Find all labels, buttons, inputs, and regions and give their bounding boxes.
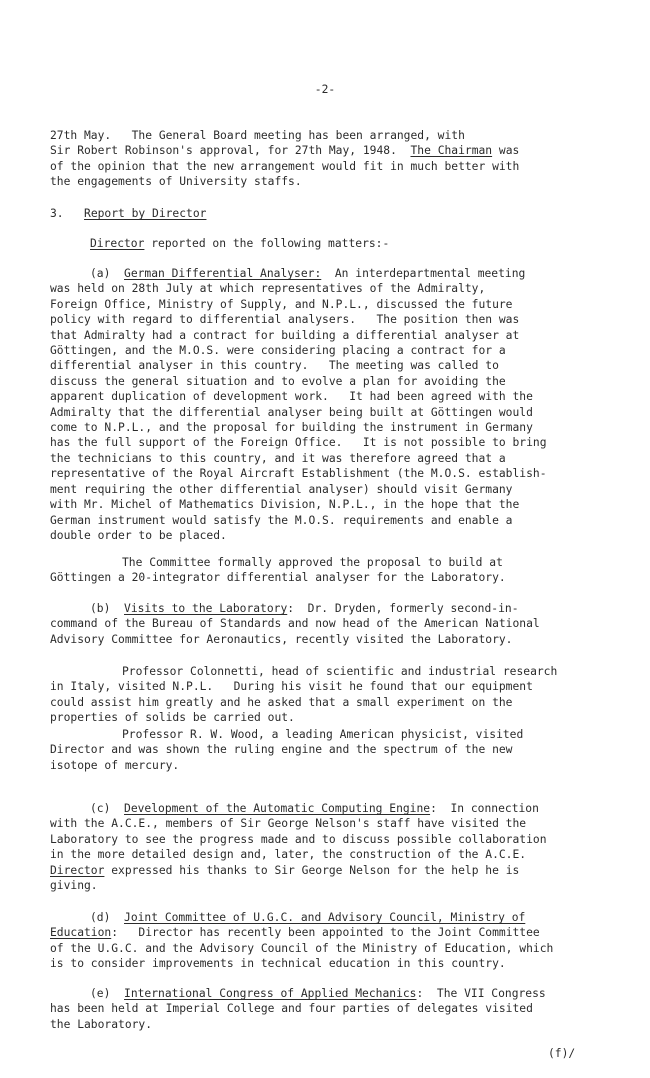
text-line: of the U.G.C. and the Advisory Council of the Ministry of Education, which — [50, 941, 554, 955]
text-line: differential analyser in this country. The meeting was called to — [50, 359, 499, 373]
wood-paragraph — [50, 727, 640, 773]
text-line: 27th May. The General Board meeting has been arranged, with — [50, 129, 465, 142]
section-heading: Joint Committee of U.G.C. and Advisory Council, Ministry of — [124, 911, 526, 924]
text-line: in Italy, visited N.P.L. During his visit he found that our equipment — [50, 680, 533, 694]
text-line — [50, 801, 640, 816]
text-line — [50, 910, 640, 925]
item-number: 3. — [50, 207, 64, 220]
text-line: Admiralty that the differential analyser being built at Göttingen would — [50, 405, 533, 419]
text-line: has been held at Imperial College and four parties of delegates visited — [50, 1002, 533, 1016]
text-line — [50, 601, 640, 616]
text-line: the engagements of University staffs. — [50, 175, 302, 189]
text-line: Göttingen, and the M.O.S. were considering placing a contract for a — [50, 344, 506, 358]
text-line: double order to be placed. — [50, 528, 227, 542]
text-line: ment requiring the other differential analyser) should visit Germany — [50, 482, 513, 496]
colonnetti-paragraph — [50, 664, 645, 726]
text-line: policy with regard to differential analysers. The position then was — [50, 313, 520, 327]
section-label: (d) — [90, 911, 111, 924]
text-line: is to consider improvements in technical education in this country. — [50, 957, 506, 971]
text-segment: An interdepartmental meeting — [321, 267, 526, 280]
text-line: Göttingen a 20-integrator differential analyser for the Laboratory. — [50, 571, 506, 585]
committee-approval-paragraph — [50, 555, 640, 586]
text-line: with Mr. Michel of Mathematics Division, N.P.L., in the hope that the — [50, 498, 520, 512]
text-segment: : Director has recently been appointed to the Joint Committee — [111, 926, 540, 940]
text-line: Professor Colonnetti, head of scientific and industrial research — [122, 665, 558, 678]
page-number: -2- — [314, 83, 336, 96]
text-line: could assist him greatly and he asked that a small experiment on the — [50, 695, 513, 709]
text-line: giving. — [50, 879, 98, 893]
report-by-director-heading: Report by Director — [84, 207, 207, 220]
continuation-marker: (f)/ — [548, 1047, 576, 1060]
text-segment: Sir Robert Robinson's approval, for 27th May, 1948. — [50, 144, 411, 158]
section-heading: German Differential Analyser: — [124, 267, 322, 280]
section-label: (a) — [90, 267, 111, 280]
intro-text: reported on the following matters:- — [144, 237, 390, 250]
section-heading-continued: Education — [50, 926, 112, 940]
text-line — [50, 143, 640, 158]
text-line: Professor R. W. Wood, a leading American physicist, visited — [122, 728, 524, 741]
text-line — [50, 925, 640, 940]
director-label: Director — [50, 863, 105, 877]
text-line: with the A.C.E., members of Sir George Nelson's staff have visited the — [50, 817, 527, 831]
director-intro — [90, 236, 640, 251]
text-line: properties of solids be carried out. — [50, 711, 295, 725]
section-label: (b) — [90, 602, 111, 615]
text-line: that Admiralty had a contract for building a differential analyser at — [50, 328, 520, 342]
text-line: come to N.P.L., and the proposal for building the instrument in Germany — [50, 421, 533, 435]
text-line: Foreign Office, Ministry of Supply, and N.P.L., discussed the future — [50, 297, 513, 311]
text-line: The Committee formally approved the proposal to build at — [122, 556, 503, 569]
text-line: apparent duplication of development work. It had been agreed with the — [50, 390, 533, 404]
text-line: Director and was shown the ruling engine and the spectrum of the new — [50, 743, 513, 757]
section-heading: Development of the Automatic Computing Engine — [124, 802, 431, 815]
section-heading: International Congress of Applied Mechanics — [124, 987, 417, 1000]
director-label: Director — [90, 237, 145, 250]
section-c-automatic-computing-engine — [50, 801, 640, 893]
item-3-heading — [50, 206, 640, 221]
section-e-international-congress — [50, 986, 640, 1032]
text-line: isotope of mercury. — [50, 758, 180, 772]
text-line: Laboratory to see the progress made and to discuss possible collaboration — [50, 832, 547, 846]
text-segment: : The VII Congress — [416, 987, 546, 1000]
section-b-visits-to-laboratory — [50, 601, 640, 647]
text-segment: : Dr. Dryden, formerly second-in- — [287, 602, 519, 615]
text-line: was held on 28th July at which representatives of the Admiralty, — [50, 282, 486, 296]
text-line: the technicians to this country, and it was therefore agreed that a — [50, 451, 506, 465]
text-segment: expressed his thanks to Sir George Nelson for the help he is — [104, 863, 520, 877]
text-segment: was — [492, 144, 520, 158]
paragraph-general-board — [50, 128, 640, 190]
text-segment: : In connection — [430, 802, 539, 815]
section-label: (c) — [90, 802, 111, 815]
text-line: in the more detailed design and, later, the construction of the A.C.E. — [50, 848, 527, 862]
text-line: German instrument would satisfy the M.O.S. requirements and enable a — [50, 513, 513, 527]
text-line — [50, 863, 640, 878]
text-line: command of the Bureau of Standards and now head of the American National — [50, 617, 540, 631]
text-line — [50, 266, 640, 281]
text-line: the Laboratory. — [50, 1017, 153, 1031]
text-line: discuss the general situation and to evolve a plan for avoiding the — [50, 374, 506, 388]
text-line: representative of the Royal Aircraft Establishment (the M.O.S. establish- — [50, 467, 547, 481]
section-label: (e) — [90, 987, 111, 1000]
text-line: Advisory Committee for Aeronautics, recently visited the Laboratory. — [50, 632, 513, 646]
section-d-joint-committee — [50, 910, 640, 972]
section-a-german-differential-analyser — [50, 266, 640, 543]
section-heading: Visits to the Laboratory — [124, 602, 288, 615]
text-line: has the full support of the Foreign Office. It is not possible to bring — [50, 436, 547, 450]
text-line — [50, 986, 640, 1001]
chairman-label: The Chairman — [410, 144, 493, 158]
text-line: of the opinion that the new arrangement would fit in much better with — [50, 159, 520, 173]
